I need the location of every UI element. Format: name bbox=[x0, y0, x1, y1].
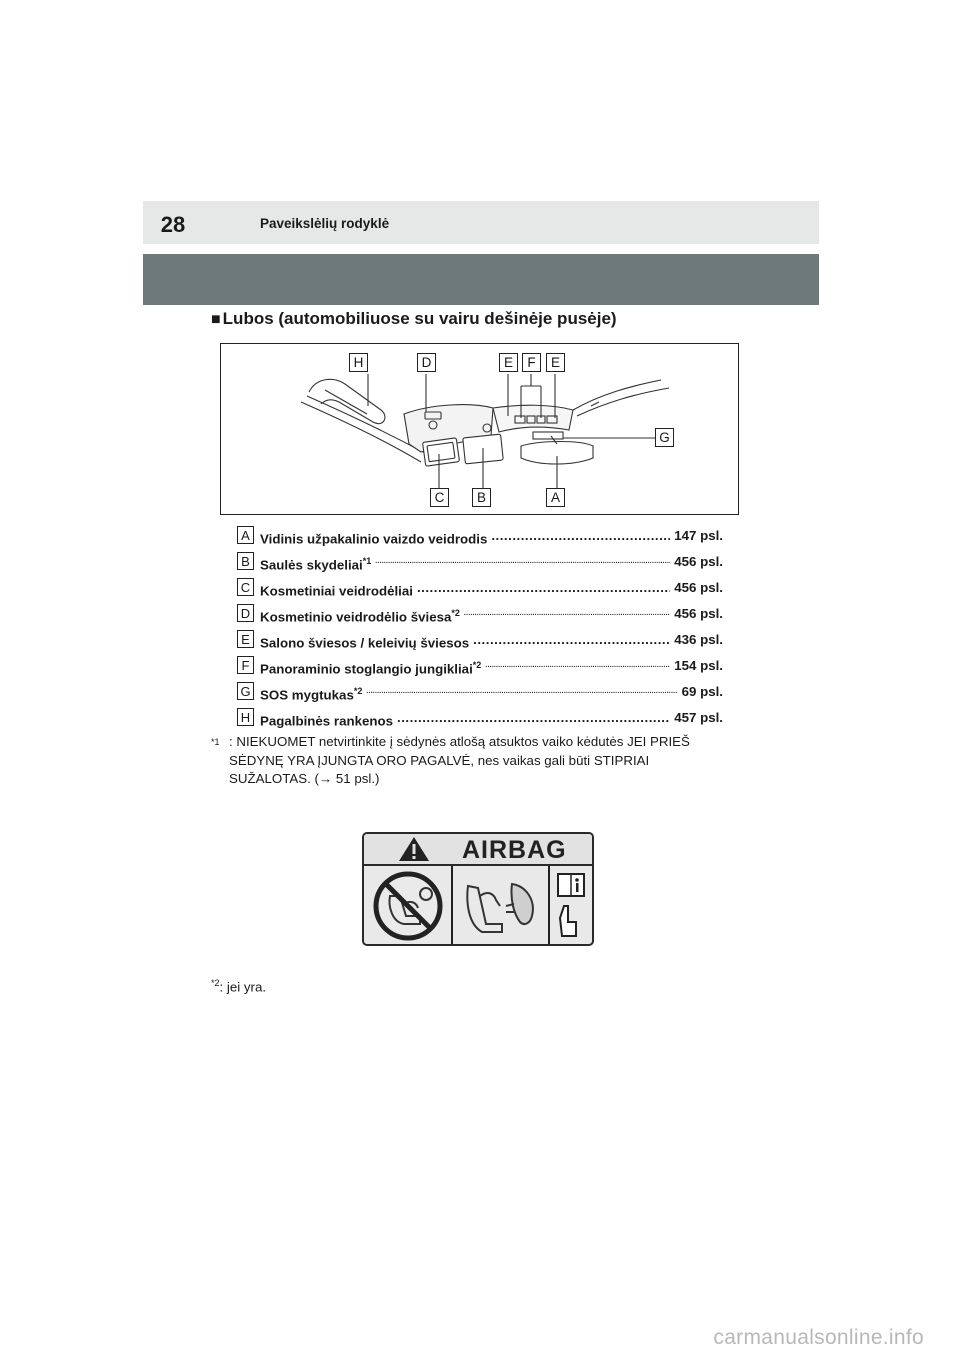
airbag-pictograms bbox=[364, 866, 592, 946]
airbag-label-header bbox=[364, 834, 592, 866]
legend-row bbox=[237, 708, 723, 728]
legend-entry: Salono šviesos / keleivių šviesos ..... 436 psl. bbox=[260, 631, 723, 651]
legend-row bbox=[237, 630, 723, 650]
legend-entry: SOS mygtukas$^{*2}$ ..... 69 psl. bbox=[260, 683, 723, 703]
airbag-title: AIRBAG bbox=[462, 836, 567, 864]
legend-row bbox=[237, 682, 723, 702]
subheading bbox=[211, 309, 617, 329]
footnote-marker: *2 bbox=[211, 978, 220, 988]
callout-E-right: E bbox=[546, 353, 565, 372]
legend-key: B bbox=[237, 552, 254, 570]
sos-button-shape bbox=[533, 432, 563, 439]
legend-key: G bbox=[237, 682, 254, 700]
page-ref: 457 psl. bbox=[674, 710, 723, 725]
callout-E-left: E bbox=[499, 353, 518, 372]
callout-F: F bbox=[522, 353, 541, 372]
roof-edge-right bbox=[573, 380, 661, 410]
legend-key: E bbox=[237, 630, 254, 648]
legend-entry: Kosmetiniai veidrodėliai ..... 456 psl. bbox=[260, 579, 723, 599]
page-header bbox=[143, 201, 819, 244]
callout-H: H bbox=[349, 353, 368, 372]
legend-entry: Saulės skydeliai$^{*1}$ ..... 456 psl. bbox=[260, 553, 723, 573]
legend-row bbox=[237, 604, 723, 624]
section-title: Paveikslėlių rodyklė bbox=[260, 216, 390, 231]
page-ref: 436 psl. bbox=[674, 632, 723, 647]
callout-B: B bbox=[472, 488, 491, 507]
overhead-console-shape bbox=[493, 405, 573, 432]
page-number: 28 bbox=[160, 212, 186, 237]
warning-triangle-icon bbox=[394, 834, 434, 864]
legend-entry: Vidinis užpakalinio vaizdo veidrodis ..... 147 psl. bbox=[260, 527, 723, 547]
read-manual-icon bbox=[558, 874, 584, 936]
leader-dots bbox=[485, 657, 670, 677]
page-ref: 456 psl. bbox=[674, 606, 723, 621]
page-ref: 154 psl. bbox=[674, 658, 723, 673]
page-ref: 456 psl. bbox=[674, 554, 723, 569]
legend-row bbox=[237, 578, 723, 598]
leader-dots bbox=[397, 709, 670, 729]
roof-edge-right-inner bbox=[577, 388, 669, 416]
footnote-2 bbox=[211, 978, 266, 994]
leader-dots bbox=[366, 683, 677, 703]
page-ref: 147 psl. bbox=[674, 528, 723, 543]
watermark: carmanualsonline.info bbox=[713, 1326, 924, 1349]
footnote-marker: *1 bbox=[211, 737, 220, 747]
legend-entry: Kosmetinio veidrodėlio šviesa$^{*2}$ ..... 456 psl. bbox=[260, 605, 723, 625]
assist-grip-inner bbox=[325, 390, 367, 414]
legend-key: C bbox=[237, 578, 254, 596]
page-ref: 456 psl. bbox=[674, 580, 723, 595]
seat-airbag-deploy-icon bbox=[467, 884, 533, 932]
legend-row bbox=[237, 552, 723, 572]
no-rear-facing-seat-icon bbox=[376, 874, 440, 938]
footnote-2-text: : jei yra. bbox=[219, 979, 267, 995]
legend-key: H bbox=[237, 708, 254, 726]
header-band bbox=[143, 254, 819, 305]
leader-dots bbox=[417, 579, 670, 599]
airbag-warning-label bbox=[362, 832, 594, 946]
legend-row bbox=[237, 656, 723, 676]
leader-dots bbox=[491, 527, 670, 547]
leader-dots bbox=[464, 605, 670, 625]
legend-entry: Panoraminio stoglangio jungikliai$^{*2}$ ..... 154 psl. bbox=[260, 657, 723, 677]
legend-key: A bbox=[237, 526, 254, 544]
ceiling-illustration bbox=[220, 343, 739, 515]
legend-entry: Pagalbinės rankenos ..... 457 psl. bbox=[260, 709, 723, 729]
callout-A: A bbox=[546, 488, 565, 507]
leader-dots bbox=[473, 631, 670, 651]
legend-key: F bbox=[237, 656, 254, 674]
leader-dots bbox=[375, 553, 670, 573]
subheading-text: Lubos (automobiliuose su vairu dešinėje pusėje) bbox=[222, 309, 617, 328]
footnote-1-text: : NIEKUOMET netvirtinkite į sėdynės atlošą atsuktos vaiko kėdutės JEI PRIEŠ SĖDYNĘ YRA ĮJUNGTA ORO PAGALVĖ, nes vaikas gali būti STIPRIAI SUŽALOTAS. (→ 51 psl.) bbox=[229, 734, 690, 786]
page-ref: 69 psl. bbox=[681, 684, 723, 699]
legend-key: D bbox=[237, 604, 254, 622]
callout-G: G bbox=[655, 428, 674, 447]
square-bullet-icon: ■ bbox=[211, 311, 221, 328]
legend-row bbox=[237, 526, 723, 546]
callout-D: D bbox=[417, 353, 436, 372]
callout-C: C bbox=[430, 488, 449, 507]
